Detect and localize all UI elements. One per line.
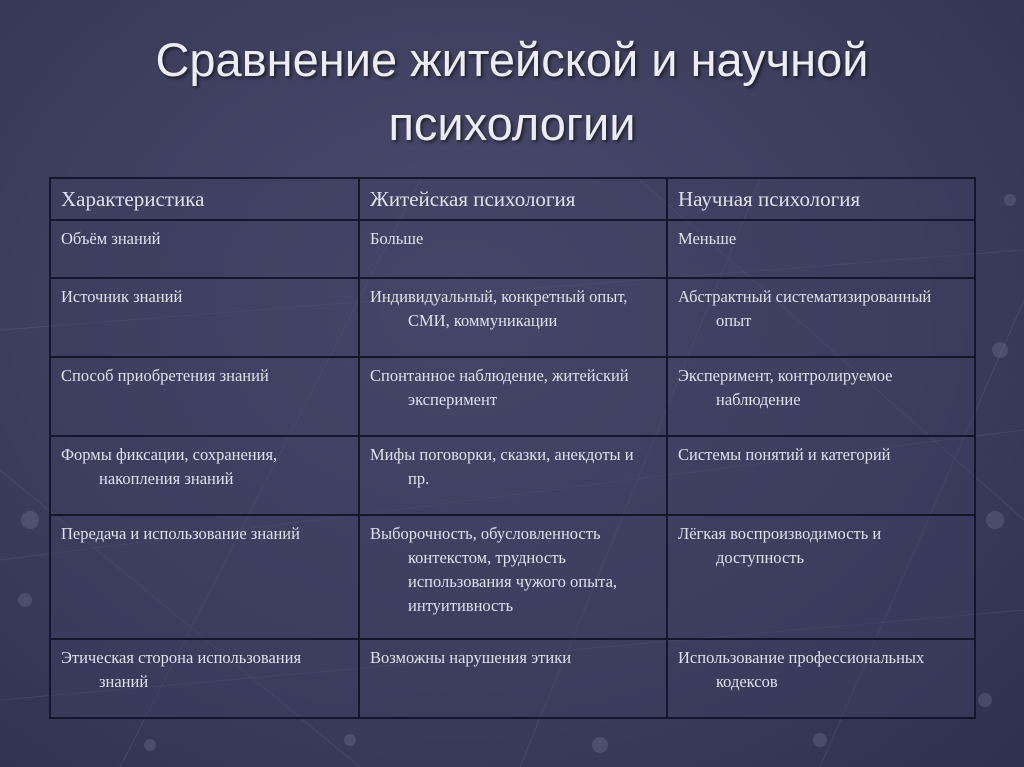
table-cell: Спонтанное наблюдение, житейский эксперимент [359,357,667,436]
table-cell: Индивидуальный, конкретный опыт, СМИ, коммуникации [359,278,667,357]
table-row [50,220,975,278]
table-cell: Абстрактный систематизированный опыт [667,278,975,357]
table-cell: Объём знаний [50,220,359,278]
table-cell: Выборочность, обусловленность контекстом, трудность использования чужого опыта, интуитивность [359,515,667,639]
table-cell: Способ приобретения знаний [50,357,359,436]
comparison-table [49,177,976,719]
header-characteristic: Характеристика [50,178,359,220]
table-cell: Передача и использование знаний [50,515,359,639]
table-cell: Эксперимент, контролируемое наблюдение [667,357,975,436]
table-cell: Меньше [667,220,975,278]
table-row [50,639,975,718]
table-header-row [50,178,975,220]
table-cell: Лёгкая воспроизводимость и доступность [667,515,975,639]
header-scientific-psychology: Научная психология [667,178,975,220]
table-cell: Использование профессиональных кодексов [667,639,975,718]
table-cell: Возможны нарушения этики [359,639,667,718]
table-row [50,357,975,436]
title-line-2: психологии [388,97,636,150]
table-row [50,278,975,357]
header-everyday-psychology: Житейская психология [359,178,667,220]
table-cell: Больше [359,220,667,278]
table-cell: Этическая сторона использования знаний [50,639,359,718]
table-row [50,515,975,639]
table-cell: Системы понятий и категорий [667,436,975,515]
table-row [50,436,975,515]
title-line-1: Сравнение житейской и научной [155,33,869,86]
table-cell: Источник знаний [50,278,359,357]
table-cell: Формы фиксации, сохранения, накопления знаний [50,436,359,515]
table-cell: Мифы поговорки, сказки, анекдоты и пр. [359,436,667,515]
slide-title [0,28,1024,156]
